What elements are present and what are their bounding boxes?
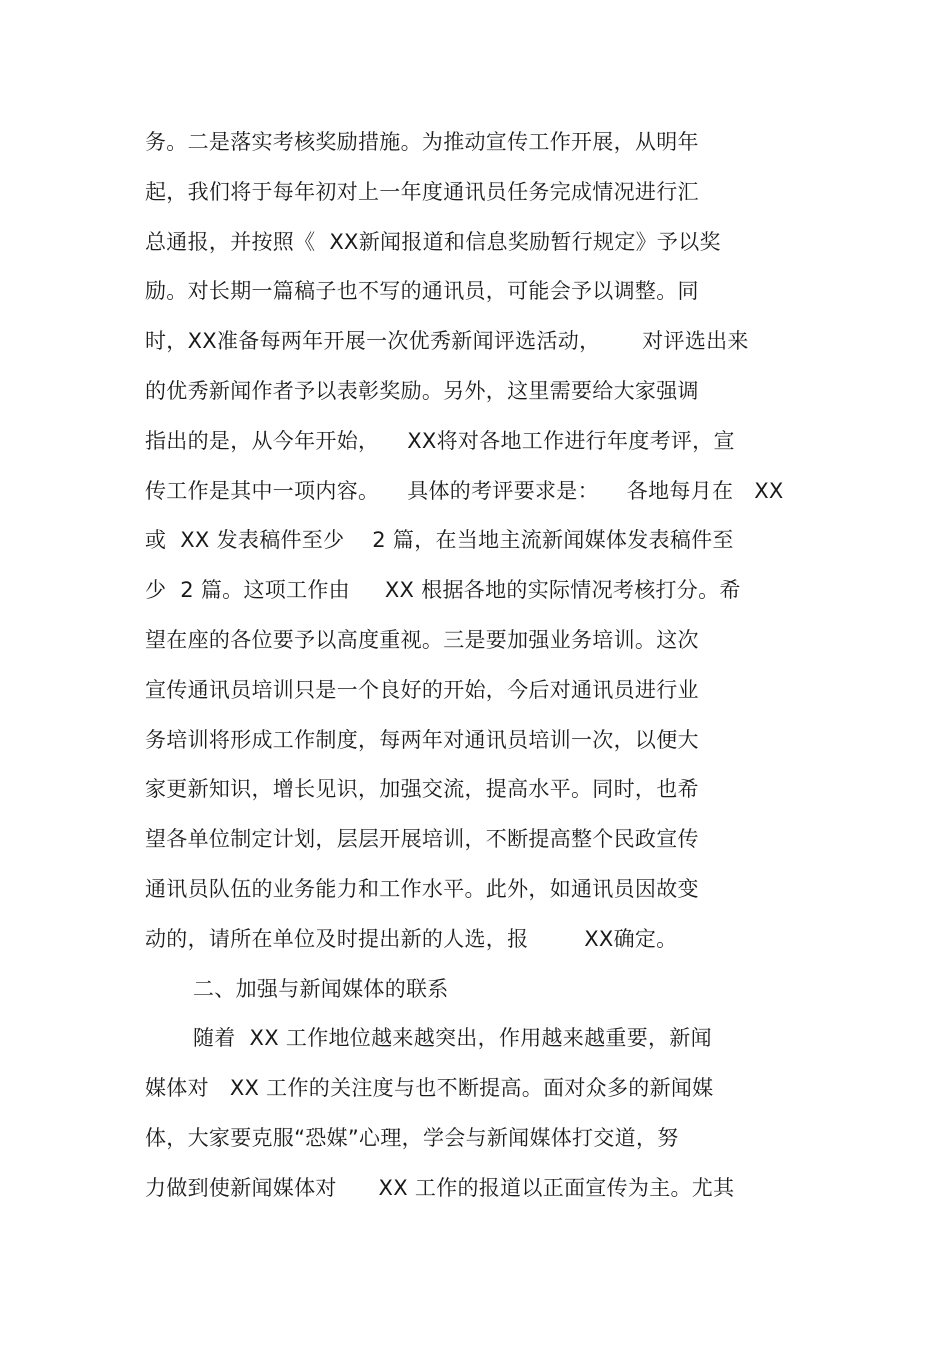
text-line: 通讯员队伍的业务能力和工作水平。此外，如通讯员因故变 <box>145 876 699 901</box>
text-line: 少 2 篇。这项工作由 XX 根据各地的实际情况考核打分。希 <box>145 578 741 603</box>
text-line: 宣传通讯员培训只是一个良好的开始，今后对通讯员进行业 <box>145 677 699 702</box>
text-line: 望在座的各位要予以高度重视。三是要加强业务培训。这次 <box>145 627 699 652</box>
text-line: 总通报，并按照《 XX新闻报道和信息奖励暂行规定》予以奖 <box>145 229 721 254</box>
text-line: 务培训将形成工作制度，每两年对通讯员培训一次，以便大 <box>145 727 699 752</box>
text-line: 望各单位制定计划，层层开展培训，不断提高整个民政宣传 <box>145 827 699 852</box>
paragraph-start-line: 随着 XX 工作地位越来越突出，作用越来越重要，新闻 <box>193 1026 712 1051</box>
section-heading: 二、加强与新闻媒体的联系 <box>193 976 449 1001</box>
text-line: 或 XX 发表稿件至少 2 篇，在当地主流新闻媒体发表稿件至 <box>145 528 734 553</box>
body-text <box>145 118 835 1214</box>
text-line: 动的，请所在单位及时提出新的人选，报 XX确定。 <box>145 926 678 951</box>
text-line: 起，我们将于每年初对上一年度通讯员任务完成情况进行汇 <box>145 179 699 204</box>
text-line: 务。二是落实考核奖励措施。为推动宣传工作开展，从明年 <box>145 130 699 154</box>
text-line: 指出的是，从今年开始， XX将对各地工作进行年度考评，宣 <box>145 428 735 453</box>
text-line: 力做到使新闻媒体对 XX 工作的报道以正面宣传为主。尤其 <box>145 1175 735 1200</box>
text-line: 时，XX准备每两年开展一次优秀新闻评选活动， 对评选出来 <box>145 329 749 354</box>
text-line: 励。对长期一篇稿子也不写的通讯员，可能会予以调整。同 <box>145 279 699 304</box>
text-line: 体，大家要克服“恐媒”心理，学会与新闻媒体打交道，努 <box>145 1125 679 1150</box>
text-line: 媒体对 XX 工作的关注度与也不断提高。面对众多的新闻媒 <box>145 1076 714 1101</box>
text-line: 的优秀新闻作者予以表彰奖励。另外，这里需要给大家强调 <box>145 378 699 403</box>
text-line: 传工作是其中一项内容。 具体的考评要求是： 各地每月在 XX <box>145 478 784 503</box>
text-line: 家更新知识，增长见识，加强交流，提高水平。同时，也希 <box>145 777 699 802</box>
